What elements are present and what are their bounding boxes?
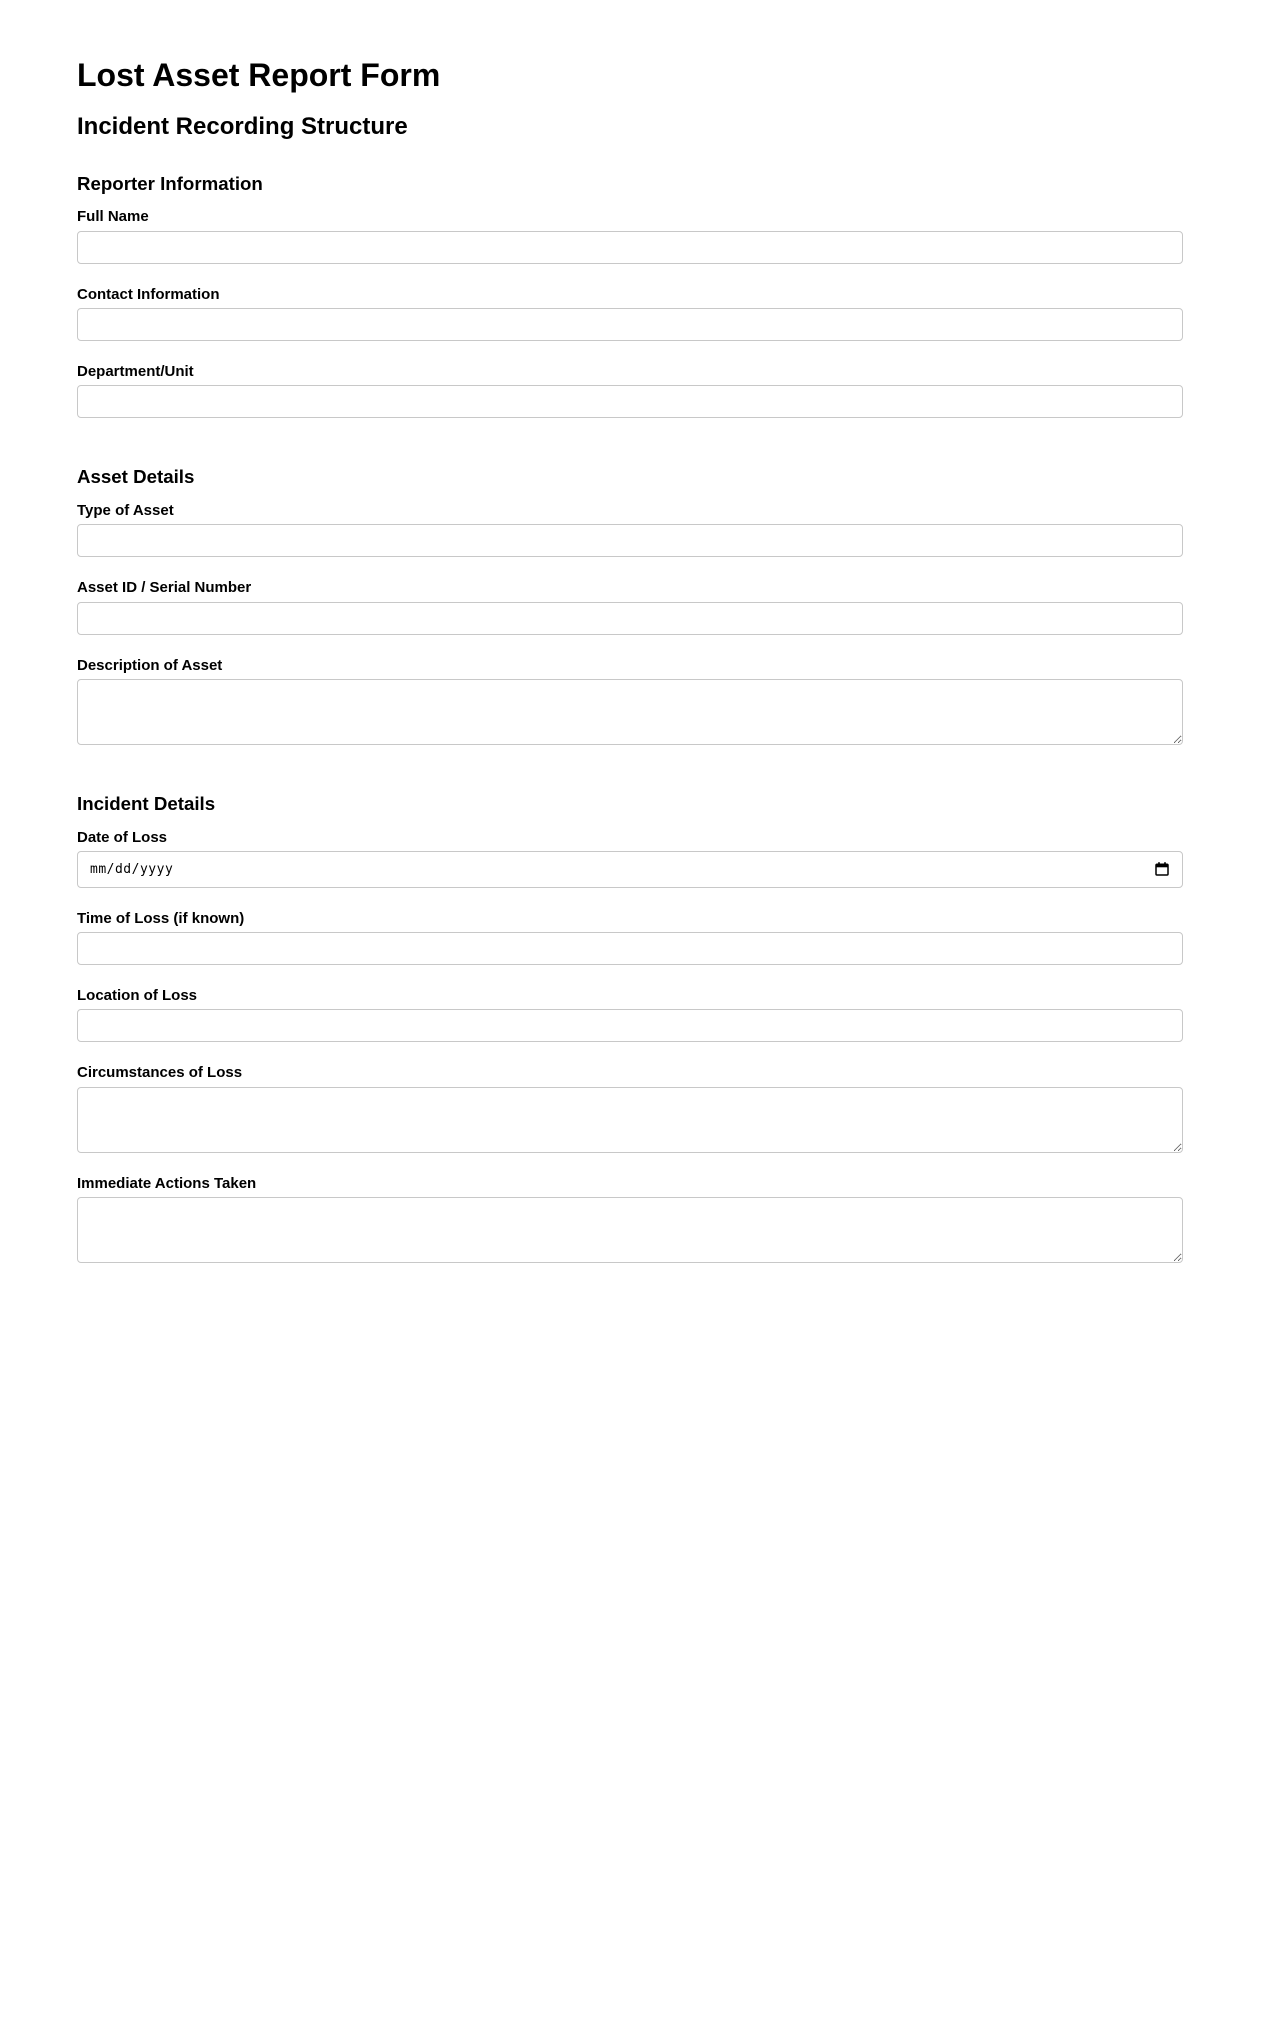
- location-of-loss-label: Location of Loss: [77, 987, 197, 1005]
- type-of-asset-label: Type of Asset: [77, 502, 174, 520]
- department-unit-label: Department/Unit: [77, 362, 194, 380]
- contact-information-input[interactable]: [77, 308, 1183, 341]
- asset-id-serial-number-input[interactable]: [77, 602, 1183, 635]
- field-asset-id-serial-number: [77, 579, 1183, 634]
- circumstances-of-loss-textarea[interactable]: [77, 1087, 1183, 1153]
- time-of-loss-input[interactable]: [77, 932, 1183, 965]
- date-placeholder-text: mm/dd/yyyy: [90, 861, 174, 877]
- asset-id-serial-number-label: Asset ID / Serial Number: [77, 579, 252, 597]
- time-of-loss-label: Time of Loss (if known): [77, 909, 245, 927]
- field-type-of-asset: [77, 502, 1183, 557]
- description-of-asset-label: Description of Asset: [77, 656, 223, 674]
- field-description-of-asset: [77, 657, 1183, 745]
- full-name-label: Full Name: [77, 208, 149, 226]
- field-contact-information: [77, 286, 1183, 341]
- department-unit-input[interactable]: [77, 385, 1183, 418]
- immediate-actions-taken-label: Immediate Actions Taken: [77, 1174, 257, 1192]
- page-title: Lost Asset Report Form: [77, 57, 441, 93]
- field-full-name: [77, 208, 1183, 263]
- section-asset-details: [77, 466, 1183, 745]
- description-of-asset-textarea[interactable]: [77, 679, 1183, 745]
- field-department-unit: [77, 363, 1183, 418]
- calendar-icon[interactable]: [1154, 861, 1170, 877]
- section-heading-reporter-information: Reporter Information: [77, 172, 263, 194]
- section-heading-incident-details: Incident Details: [77, 792, 216, 814]
- date-of-loss-input[interactable]: [77, 851, 1183, 888]
- section-heading-asset-details: Asset Details: [77, 466, 195, 488]
- field-circumstances-of-loss: [77, 1064, 1183, 1152]
- page-subtitle: Incident Recording Structure: [77, 113, 408, 141]
- lost-asset-report-page: [0, 57, 1263, 1345]
- section-incident-details: [77, 793, 1183, 1263]
- full-name-input[interactable]: [77, 231, 1183, 264]
- section-reporter-information: [77, 173, 1183, 419]
- field-date-of-loss: [77, 829, 1183, 888]
- immediate-actions-taken-textarea[interactable]: [77, 1197, 1183, 1263]
- circumstances-of-loss-label: Circumstances of Loss: [77, 1064, 243, 1082]
- field-immediate-actions-taken: [77, 1175, 1183, 1263]
- date-of-loss-label: Date of Loss: [77, 828, 168, 846]
- type-of-asset-input[interactable]: [77, 524, 1183, 557]
- contact-information-label: Contact Information: [77, 285, 220, 303]
- field-time-of-loss: [77, 910, 1183, 965]
- location-of-loss-input[interactable]: [77, 1009, 1183, 1042]
- field-location-of-loss: [77, 987, 1183, 1042]
